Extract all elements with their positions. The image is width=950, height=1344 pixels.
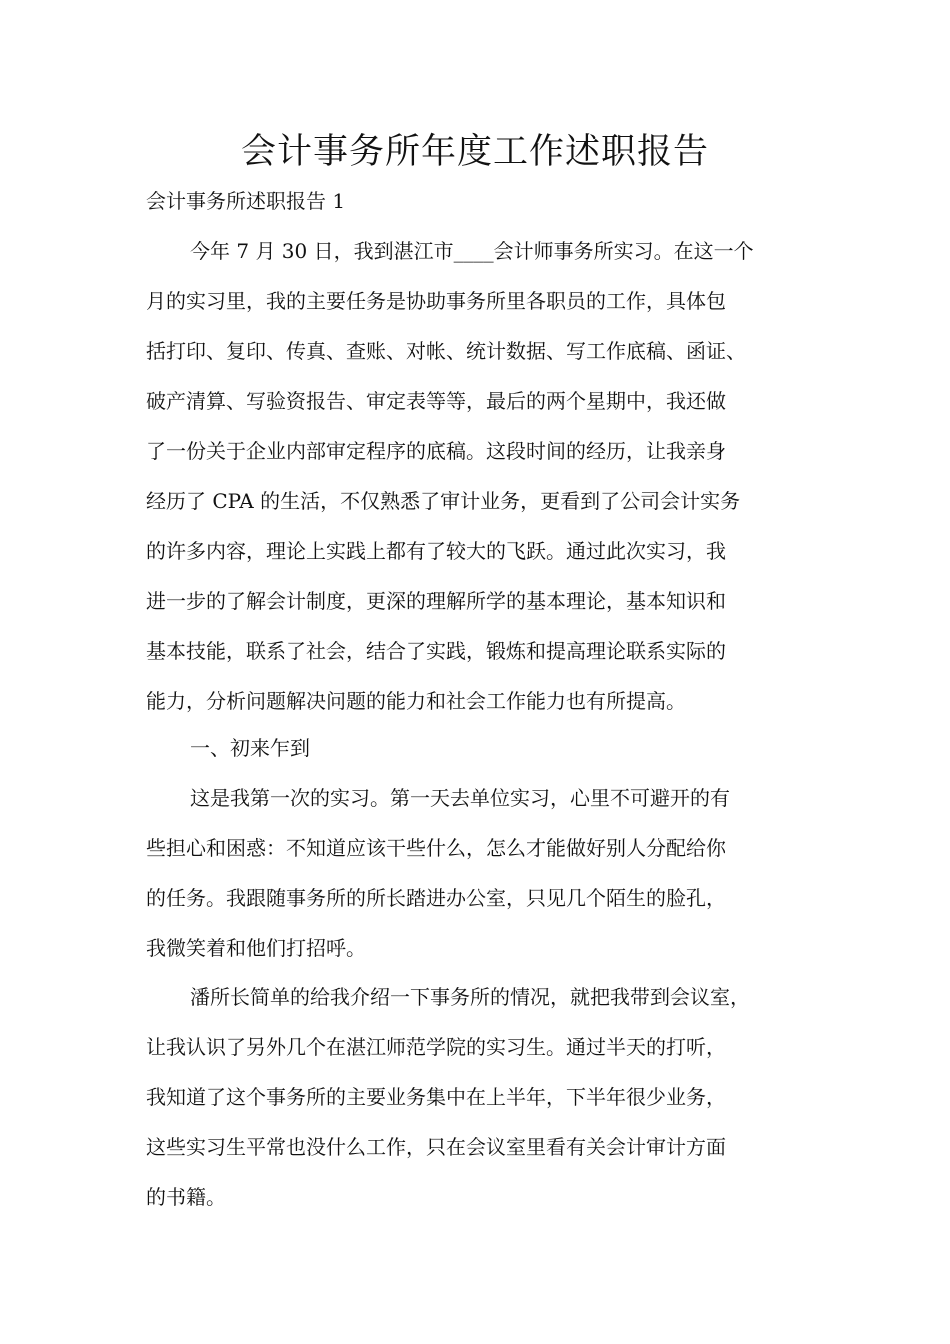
paragraph-line: 这是我第一次的实习。第一天去单位实习，心里不可避开的有 — [190, 786, 730, 810]
paragraph-line: 进一步的了解会计制度，更深的理解所学的基本理论，基本知识和 — [146, 589, 726, 613]
paragraph-line: 些担心和困惑：不知道应该干些什么，怎么才能做好别人分配给你 — [146, 836, 726, 860]
paragraph-line: 我微笑着和他们打招呼。 — [146, 936, 366, 960]
paragraph-line: 月的实习里，我的主要任务是协助事务所里各职员的工作，具体包 — [146, 289, 726, 313]
document-subtitle: 会计事务所述职报告 1 — [146, 189, 346, 213]
paragraph-line: 今年 7 月 30 日，我到湛江市____会计师事务所实习。在这一个 — [190, 239, 754, 263]
paragraph-line: 让我认识了另外几个在湛江师范学院的实习生。通过半天的打听， — [146, 1035, 726, 1059]
paragraph-line: 破产清算、写验资报告、审定表等等，最后的两个星期中，我还做 — [146, 389, 726, 413]
paragraph-line: 的书籍。 — [146, 1185, 226, 1209]
paragraph-line: 的许多内容，理论上实践上都有了较大的飞跃。通过此次实习，我 — [146, 539, 726, 563]
paragraph-first-day — [146, 773, 836, 973]
paragraph-line: 能力，分析问题解决问题的能力和社会工作能力也有所提高。 — [146, 689, 686, 713]
paragraph-line: 经历了 CPA 的生活，不仅熟悉了审计业务，更看到了公司会计实务 — [146, 489, 741, 513]
paragraph-line: 我知道了这个事务所的主要业务集中在上半年，下半年很少业务， — [146, 1085, 726, 1109]
section-heading-text: 一、初来乍到 — [190, 736, 310, 760]
paragraph-line: 的任务。我跟随事务所的所长踏进办公室，只见几个陌生的脸孔， — [146, 886, 726, 910]
paragraph-intro — [146, 226, 836, 726]
paragraph-line: 了一份关于企业内部审定程序的底稿。这段时间的经历，让我亲身 — [146, 439, 726, 463]
section-heading — [146, 723, 836, 773]
document-title: 会计事务所年度工作述职报告 — [240, 132, 709, 172]
paragraph-line: 基本技能，联系了社会，结合了实践，锻炼和提高理论联系实际的 — [146, 639, 726, 663]
paragraph-line: 括打印、复印、传真、查账、对帐、统计数据、写工作底稿、函证、 — [146, 339, 746, 363]
paragraph-introduction-by-director — [146, 972, 836, 1222]
paragraph-line: 潘所长简单的给我介绍一下事务所的情况，就把我带到会议室， — [190, 985, 750, 1009]
paragraph-line: 这些实习生平常也没什么工作，只在会议室里看有关会计审计方面 — [146, 1135, 726, 1159]
